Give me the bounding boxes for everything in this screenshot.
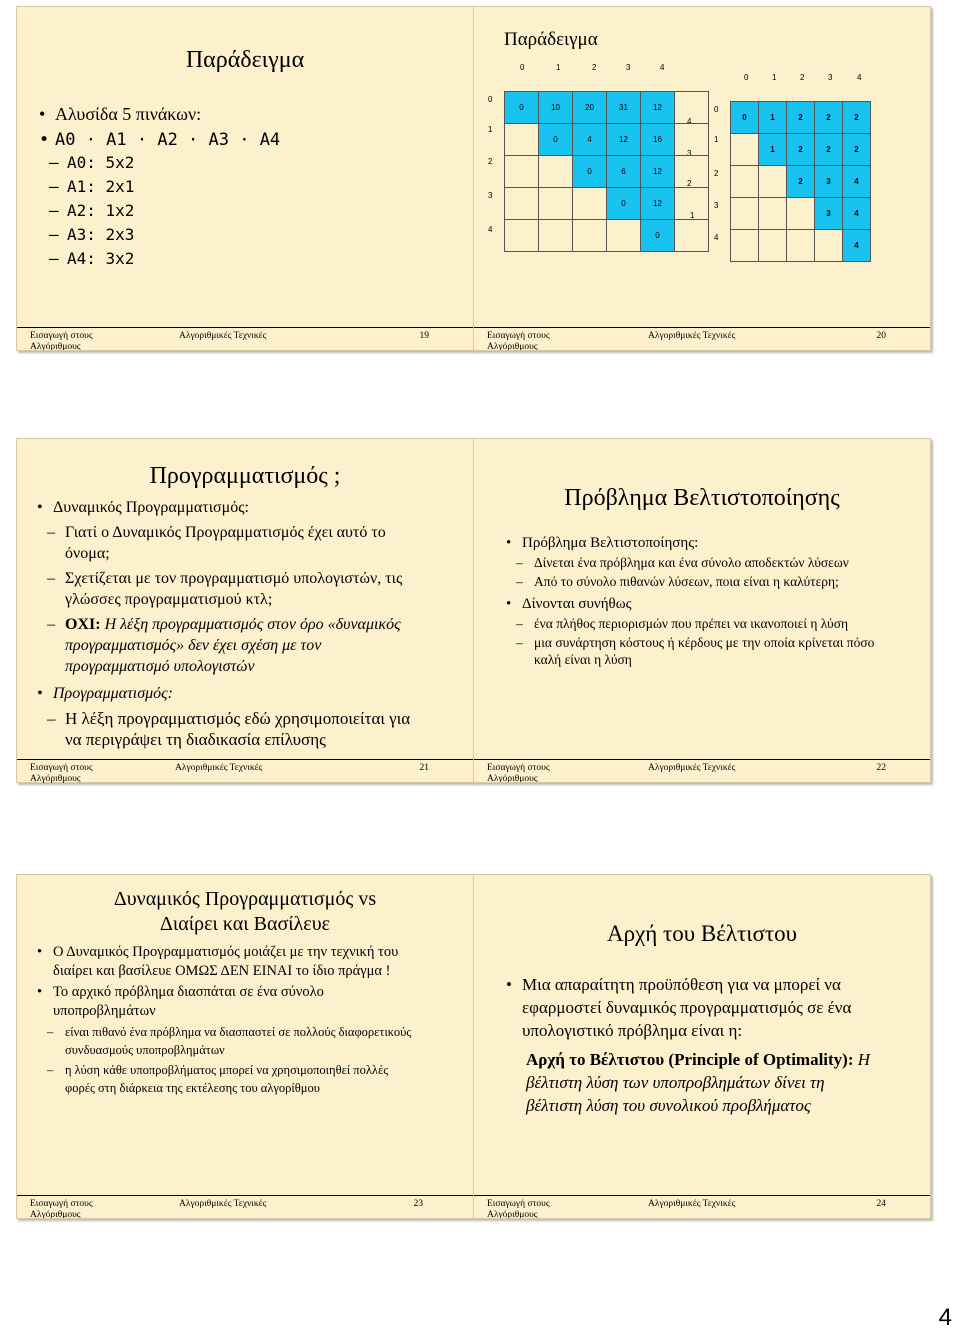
table-cell <box>675 220 709 252</box>
sub-bullet: – ένα πλήθος περιορισμών που πρέπει να ικανοποιεί η λύση <box>504 615 894 632</box>
table-cell: 2 <box>843 134 871 166</box>
table-cell: 1 <box>759 102 787 134</box>
row-label: 4 <box>714 233 719 242</box>
table-cell <box>505 220 539 252</box>
footer-course: Εισαγωγή στους Αλγόριθμους <box>487 1199 550 1219</box>
sub-bullet: – Από το σύνολο πιθανών λύσεων, ποια είναι η καλύτερη; <box>504 573 894 590</box>
table-cell <box>573 220 607 252</box>
slide-title: Παράδειγμα <box>504 29 598 50</box>
slide-number: 22 <box>876 763 886 773</box>
slide-title: Προγραμματισμός ; <box>149 463 341 489</box>
table-cell <box>675 92 709 124</box>
slide-footer <box>474 327 930 351</box>
cost-table <box>504 91 709 252</box>
table-cell <box>731 198 759 230</box>
table-cell: 0 <box>641 220 675 252</box>
slide-body <box>35 939 415 1097</box>
bullet: • Προγραμματισμός: <box>35 683 425 704</box>
table-cell: 0 <box>731 102 759 134</box>
slide-number: 20 <box>876 331 886 341</box>
answer-no: ΟΧΙ: <box>65 616 101 633</box>
bullet: • Μια απαραίτητη προϋπόθεση για να μπορεί να εφαρμοστεί δυναμικός προγραμματισμός σε ένα υπολογιστικό πρόβλημα είναι η: <box>504 973 884 1042</box>
slide-footer <box>474 759 930 783</box>
table-cell <box>607 220 641 252</box>
table-cell: 0 <box>607 188 641 220</box>
slide-footer <box>474 1195 930 1219</box>
footer-topic: Αλγοριθμικές Τεχνικές <box>179 1199 267 1209</box>
table-cell <box>759 230 787 262</box>
row-label: 2 <box>488 157 493 166</box>
slide-number: 24 <box>876 1199 886 1209</box>
table-cell <box>573 188 607 220</box>
sub-bullet: – A1: 2x1 <box>37 175 447 199</box>
table-cell <box>815 230 843 262</box>
page-number: 4 <box>938 1304 952 1331</box>
title-line: Δυναμικός Προγραμματισμός vs <box>113 888 377 910</box>
col-label: 0 <box>744 73 749 82</box>
sub-bullet: – Γιατί ο Δυναμικός Προγραμματισμός έχει αυτό το όνομα; <box>35 522 425 564</box>
row-label: 0 <box>488 95 493 104</box>
footer-topic: Αλγοριθμικές Τεχνικές <box>648 1199 736 1209</box>
principle-text <box>504 1048 884 1117</box>
table-cell: 20 <box>573 92 607 124</box>
table-cell: 0 <box>573 156 607 188</box>
split-table <box>730 101 871 262</box>
footer-topic: Αλγοριθμικές Τεχνικές <box>648 763 736 773</box>
title-line: Διαίρει και Βασίλευε <box>160 913 330 935</box>
slide-footer <box>17 327 473 351</box>
slide-title: Παράδειγμα <box>185 47 305 73</box>
sub-bullet: – Δίνεται ένα πρόβλημα και ένα σύνολο αποδεκτών λύσεων <box>504 554 894 571</box>
principle-definition: Η βέλτιστη λύση των υποπροβλημάτων δίνει τη βέλτιστη λύση του συνολικού προβλήματος <box>526 1050 871 1115</box>
table-cell <box>539 220 573 252</box>
footer-course: Εισαγωγή στους Αλγόριθμους <box>487 331 550 351</box>
table-cell: 4 <box>573 124 607 156</box>
col-label: 2 <box>800 73 805 82</box>
table-cell <box>787 198 815 230</box>
table-cell <box>731 230 759 262</box>
table-cell: 1 <box>759 134 787 166</box>
table-cell <box>731 134 759 166</box>
slide-24 <box>473 874 931 1219</box>
table-cell <box>539 188 573 220</box>
table-cell <box>505 156 539 188</box>
bullet: • Ο Δυναμικός Προγραμματισμός μοιάζει με την τεχνική του διαίρει και βασίλευε ΟΜΩΣ ΔΕΝ ΕΙΝΑΙ το ίδιο πράγμα ! <box>35 943 415 981</box>
col-label: 1 <box>772 73 777 82</box>
slide-title: Πρόβλημα Βελτιστοποίησης <box>564 485 840 511</box>
table-cell <box>759 166 787 198</box>
table-cell <box>505 124 539 156</box>
sub-bullet: – A4: 3x2 <box>37 247 447 271</box>
table-cell: 3 <box>815 166 843 198</box>
table-cell: 2 <box>787 166 815 198</box>
table-cell: 12 <box>607 124 641 156</box>
footer-topic: Αλγοριθμικές Τεχνικές <box>179 331 267 341</box>
bullet: • Πρόβλημα Βελτιστοποίησης: <box>504 535 894 552</box>
table-cell <box>675 188 709 220</box>
slide-23 <box>16 874 474 1219</box>
footer-course: Εισαγωγή στους Αλγόριθμους <box>30 763 93 784</box>
slide-20 <box>473 6 931 351</box>
row-label: 3 <box>488 191 493 200</box>
table-cell: 2 <box>843 102 871 134</box>
table-cell: 6 <box>607 156 641 188</box>
footer-course: Εισαγωγή στους Αλγόριθμους <box>30 331 93 351</box>
table-cell: 12 <box>641 156 675 188</box>
table-cell: 10 <box>539 92 573 124</box>
diag-label: 4 <box>687 117 692 126</box>
bullet: • Δίνονται συνήθως <box>504 596 894 613</box>
table-cell <box>759 198 787 230</box>
col-label: 4 <box>660 63 665 72</box>
diag-label: 2 <box>687 179 692 188</box>
sub-bullet: – μια συνάρτηση κόστους ή κέρδους με την οποία κρίνεται πόσο καλή είναι η λύση <box>504 634 894 668</box>
table-cell: 2 <box>787 102 815 134</box>
slide-number: 21 <box>419 763 429 773</box>
table-cell: 16 <box>641 124 675 156</box>
answer-text: Η λέξη προγραμματισμός στον όρο «δυναμικός προγραμματισμός» δεν έχει σχέση με τον προγραμματισμό υπολογιστών <box>65 616 401 675</box>
sub-bullet: – Σχετίζεται με τον προγραμματισμό υπολογιστών, τις γλώσσες προγραμματισμού κτλ; <box>35 568 425 610</box>
row-label: 0 <box>714 105 719 114</box>
col-label: 1 <box>556 63 561 72</box>
bullet: • Το αρχικό πρόβλημα διασπάται σε ένα σύνολο υποπροβλημάτων <box>35 983 415 1021</box>
col-label: 3 <box>828 73 833 82</box>
slide-22 <box>473 438 931 783</box>
slide-number: 23 <box>413 1199 423 1209</box>
slide-body <box>504 531 894 668</box>
table-cell: 2 <box>787 134 815 166</box>
slide-19 <box>16 6 474 351</box>
table-cell: 0 <box>505 92 539 124</box>
row-label: 2 <box>714 169 719 178</box>
row-label: 4 <box>488 225 493 234</box>
row-label: 1 <box>488 125 493 134</box>
slide-footer <box>17 759 473 784</box>
diag-label: 3 <box>687 149 692 158</box>
col-label: 0 <box>520 63 525 72</box>
table-cell: 4 <box>843 198 871 230</box>
col-label: 2 <box>592 63 597 72</box>
table-cell: 4 <box>843 230 871 262</box>
table-cell: 2 <box>815 134 843 166</box>
bullet: • Αλυσίδα 5 πινάκων: <box>37 103 447 125</box>
table-cell: 0 <box>539 124 573 156</box>
slide-title: Αρχή του Βέλτιστου <box>606 921 798 946</box>
sub-bullet: – A3: 2x3 <box>37 223 447 247</box>
table-cell <box>505 188 539 220</box>
footer-topic: Αλγοριθμικές Τεχνικές <box>648 331 736 341</box>
table-cell <box>731 166 759 198</box>
principle-name: Αρχή το Βέλτιστου (Principle of Optimality): <box>526 1050 854 1069</box>
bullet-chain: • A0 · A1 · A2 · A3 · A4 <box>37 129 447 151</box>
table-cell <box>787 230 815 262</box>
row-label: 3 <box>714 201 719 210</box>
table-cell: 4 <box>843 166 871 198</box>
footer-course: Εισαγωγή στους Αλγόριθμους <box>487 763 550 783</box>
table-cell <box>675 156 709 188</box>
table-cell <box>675 124 709 156</box>
sub-bullet: – A2: 1x2 <box>37 199 447 223</box>
sub-bullet: – είναι πιθανό ένα πρόβλημα να διασπαστεί σε πολλούς διαφορετικούς συνδυασμούς υποπροβλημάτων <box>35 1023 415 1059</box>
slide-body <box>35 493 425 750</box>
row-label: 1 <box>714 135 719 144</box>
sub-bullet: – η λύση κάθε υποπροβλήματος μπορεί να χρησιμοποιηθεί πολλές φορές στη διάρκεια της εκτέλεσης του αλγορίθμου <box>35 1061 415 1097</box>
slide-number: 19 <box>419 331 429 341</box>
table-cell: 31 <box>607 92 641 124</box>
slide-body <box>37 99 447 271</box>
slide-footer <box>17 1195 473 1219</box>
slide-21 <box>16 438 474 783</box>
sub-bullet: – Η λέξη προγραμματισμός εδώ χρησιμοποιείται για να περιγράψει τη διαδικασία επίλυσης <box>35 708 425 750</box>
table-cell: 12 <box>641 188 675 220</box>
sub-bullet: – A0: 5x2 <box>37 151 447 175</box>
table-cell: 2 <box>815 102 843 134</box>
bullet: • Δυναμικός Προγραμματισμός: <box>35 497 425 518</box>
col-label: 4 <box>857 73 862 82</box>
sub-bullet <box>35 614 425 677</box>
footer-topic: Αλγοριθμικές Τεχνικές <box>175 763 263 773</box>
slide-title <box>17 887 473 937</box>
col-label: 3 <box>626 63 631 72</box>
table-cell <box>539 156 573 188</box>
diag-label: 1 <box>690 211 695 220</box>
table-cell: 12 <box>641 92 675 124</box>
slide-body <box>504 969 884 1117</box>
table-cell: 3 <box>815 198 843 230</box>
footer-course: Εισαγωγή στους Αλγόριθμους <box>30 1199 93 1219</box>
